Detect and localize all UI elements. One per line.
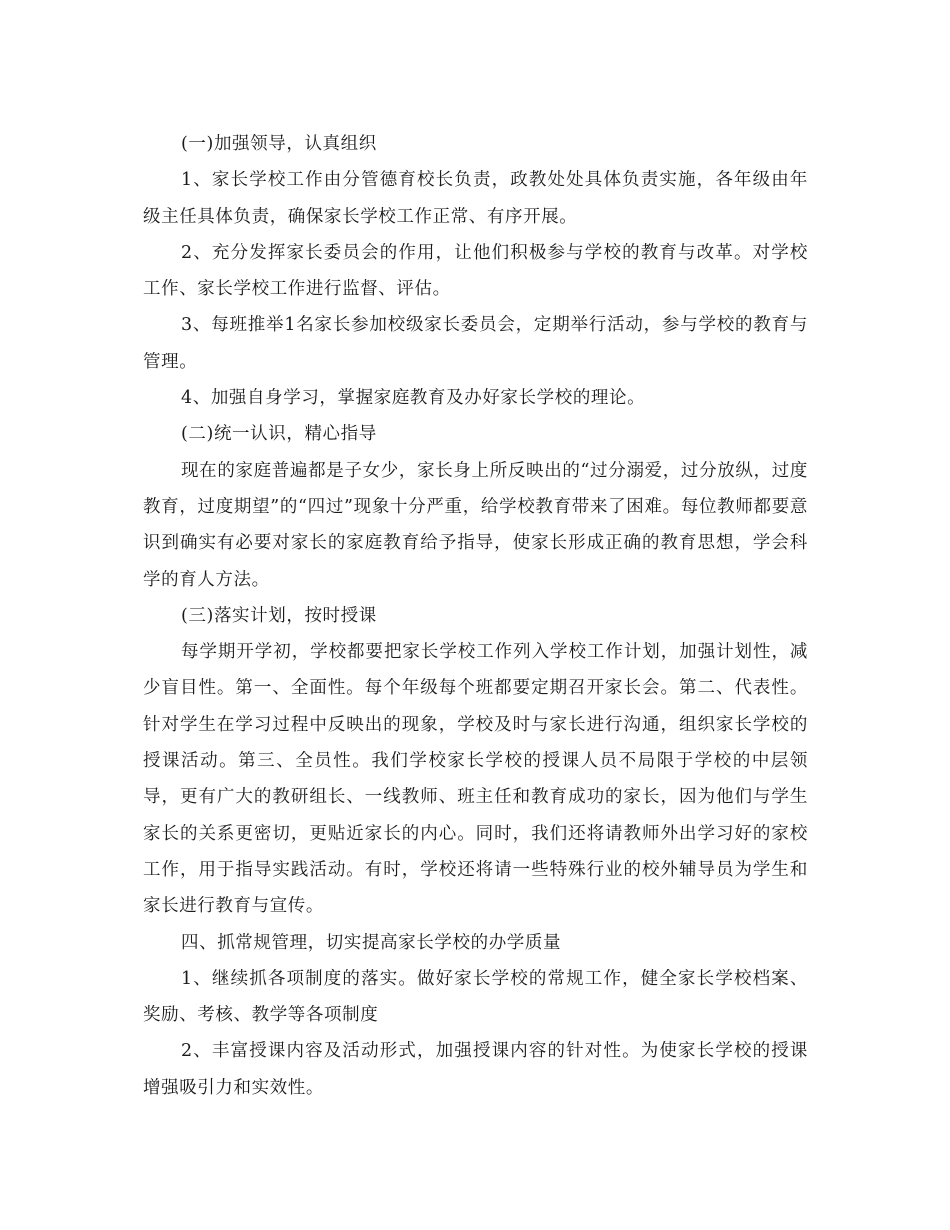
document-body [143,126,808,1106]
section-heading-1: (一)加强领导，认真组织 [181,134,377,154]
paragraph-item-2: 2、充分发挥家长委员会的作用，让他们积极参与学校的教育与改革。对学校工作、家长学校工作进行监督、评估。 [143,242,808,300]
paragraph-item-1: 1、家长学校工作由分管德育校长负责，政教处处具体负责实施，各年级由年级主任具体负责，确保家长学校工作正常、有序开展。 [143,170,808,227]
section-heading-4: 四、抓常规管理，切实提高家长学校的办学质量 [181,932,562,953]
section-heading-3: (三)落实计划，按时授课 [181,605,377,626]
section-heading-2: (二)统一认识，精心指导 [181,424,377,445]
paragraph-family-education: 现在的家庭普遍都是子女少，家长身上所反映出的“过分溺爱，过分放纵，过度教育，过度期望”的“四过”现象十分严重，给学校教育带来了困难。每位教师都要意识到确实有必要对家长的家庭教育给予指导，使家长形成正确的教育思想，学会科学的育人方法。 [143,460,808,590]
paragraph-content: 2、丰富授课内容及活动形式，加强授课内容的针对性。为使家长学校的授课增强吸引力和实效性。 [143,1041,808,1098]
paragraph-rules: 1、继续抓各项制度的落实。做好家长学校的常规工作，健全家长学校档案、奖励、考核、教学等各项制度 [143,968,808,1026]
paragraph-item-4: 4、加强自身学习，掌握家庭教育及办好家长学校的理论。 [181,388,646,409]
paragraph-plan: 每学期开学初，学校都要把家长学校工作列入学校工作计划，加强计划性，减少盲目性。第一、全面性。每个年级每个班都要定期召开家长会。第二、代表性。针对学生在学习过程中反映出的现象，学校及时与家长进行沟通，组织家长学校的授课活动。第三、全员性。我们学校家长学校的授课人员不局限于学校的中层领导，更有广大的教研组长、一线教师、班主任和教育成功的家长，因为他们与学生家长的关系更密切，更贴近家长的内心。同时，我们还将请教师外出学习好的家校工作，用于指导实践活动。有时，学校还将请一些特殊行业的校外辅导员为学生和家长进行教育与宣传。 [143,642,808,917]
paragraph-item-3: 3、每班推举1名家长参加校级家长委员会，定期举行活动，参与学校的教育与管理。 [143,315,808,372]
